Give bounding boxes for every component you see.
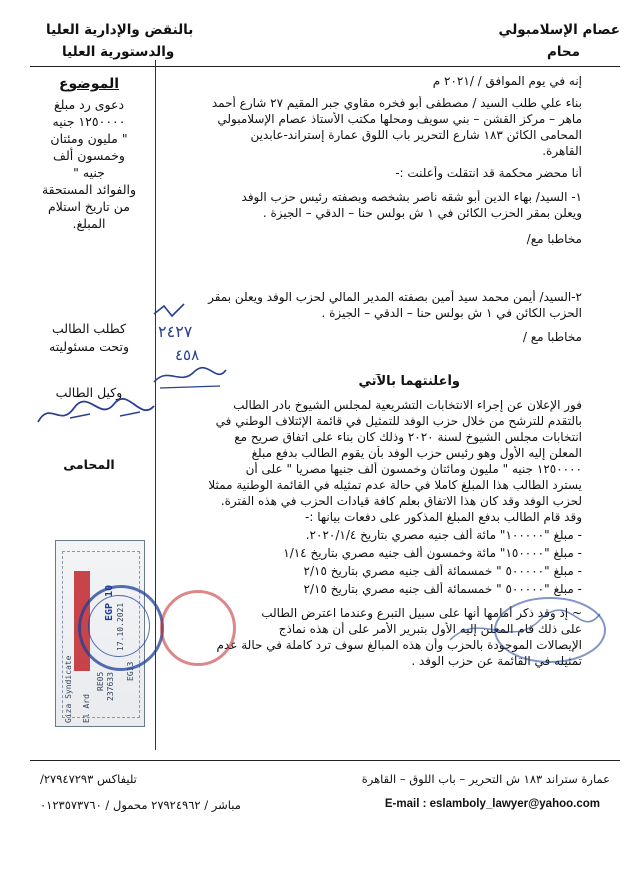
subject-line: ١٢٥٠٠٠٠ جنيه [52,114,126,129]
handwritten-number: ٢٤٢٧ [158,322,193,341]
subject-heading: الموضوع [58,76,120,92]
round-seal-inner [88,595,150,657]
body-line: انتخابات مجلس الشيوخ لسنة ٢٠٢٠ وذلك كان بناء على اتفاق صريح مع [234,430,582,444]
stamp-amount: 10 EGP [104,584,115,621]
body-line: تمثيله في القائمة عن حزب الوفد . [411,654,582,668]
body-heading: وأعلنتهما بالآتي [358,374,460,389]
payment-line: - مبلغ "٥٠٠٠٠٠ " خمسمائة ألف جنيه مصري بتاريخ ٢/١٥ [303,582,582,596]
footer-fax: تليفاكس ٢٧٩٤٧٢٩٣/ [40,772,137,786]
footer-divider [30,760,620,761]
stamp-code: 237633 [106,672,115,701]
footer-address: عمارة ستراند ١٨٣ ش التحرير – باب اللوق – القاهرة [361,772,610,786]
body-line: المحامى الكائن ١٨٣ شارع التحرير باب اللوق عمارة إستراند-عابدين [250,128,582,142]
subject-line: وخمسون ألف [53,148,125,163]
petitioner-note: وتحت مسئوليته [49,339,129,354]
body-line: ٢-السيد/ أيمن محمد سيد أمين بصفته المدير المالي لحزب الوفد ويعلن بمقر [208,290,582,304]
body-line: ١٢٥٠٠٠٠ جنيه " مليون ومائتان وخمسون ألف جنيها مصريا " على أن [245,462,582,476]
subject-line: والفوائد المستحقة [41,182,137,197]
body-line: الإيصالات الموجودة بالحزب وأن هذه المبالغ سوف ترد كاملة في حالة عدم [216,638,582,652]
subject-line: من تاريخ استلام [48,199,130,214]
handwritten-check [150,300,190,322]
lawyer-name: عصام الإسلامبولي [498,22,620,38]
header-divider [30,66,620,67]
body-line: فور الإعلان عن إجراء الانتخابات التشريعية لمجلس الشيوخ بادر الطالب [233,398,582,412]
body-line: الحزب الكائن في ١ ش بولس حنا – الدقي – الجيزة . [321,306,582,320]
subject-line: جنيه " [73,165,105,180]
petitioner-note: كطلب الطالب [51,321,127,336]
body-line: إنه في يوم الموافق / /٢٠٢١ م [432,74,582,88]
subject-line: " مليون ومئتان [50,131,128,146]
body-line: يسترد الطالب هذا المبلغ كاملا في حالة عدم تمثيله في القائمة الوطنية ممثلا [208,478,582,492]
body-line: على ذلك قام المعلن إليه الأول بتبرير الأمر على أن هذه نماذج [278,622,582,636]
subject-line: دعوى رد مبلغ [53,97,125,112]
lawyer-label: المحامى [63,457,115,472]
body-line: بالتقدم للترشح من خلال حزب الوفد للتمثيل في قائمة الإئتلاف الوطني في [215,414,582,428]
handwritten-number: ٤٥٨ [175,346,200,364]
subject-line: المبلغ. [72,216,106,231]
body-line: ١- السيد/ بهاء الدين أبو شقه ناصر بشخصه وبصفته رئيس حزب الوفد [241,190,582,204]
payment-line: - مبلغ "١٥٠٠٠٠" مائة وخمسون ألف جنيه مصري بتاريخ ١/١٤ [283,546,582,560]
court-line-2: والدستورية العليا [62,44,175,60]
body-line: بناء علي طلب السيد / مصطفى أبو فخره مقاوي جبر المقيم ٢٧ شارع أحمد [211,96,582,110]
payment-line: - مبلغ "١٠٠٠٠٠" مائة ألف جنيه مصري بتاريخ ٢٠٢٠/١/٤. [305,528,582,542]
stamp-label: Giza Syndicate [64,655,73,723]
lawyer-title: محام [546,44,580,60]
body-line: القاهرة. [542,144,582,158]
round-seal-red [160,590,236,666]
body-line: مخاطبا مع / [522,330,582,344]
body-line: أنا محضر محكمة قد انتقلت وأعلنت :- [395,166,582,180]
body-line: المعلن إليه الأول وهو رئيس حزب الوفد بأن يقوم الطالب بدفع مبلغ [251,446,582,460]
agent-label: وكيل الطالب [55,385,123,400]
body-line: ~ إذ وقد ذكر أمامها أنها على سبيل التبرع وعندما اعترض الطالب [261,606,582,620]
footer-email: E-mail : eslamboly_lawyer@yahoo.com [384,798,600,810]
handwritten-scribble [150,360,230,390]
stamp-code: EG13 [126,661,135,681]
body-line: ويعلن بمقر الحزب الكائن في ١ ش بولس حنا – الدقي – الجيزة . [262,206,582,220]
seal-overlay-scribble [430,590,610,670]
stamp-code: RE05 [96,671,105,691]
stamp-date: 17.10.2021 [116,602,125,651]
footer-phones: مباشر / ٢٧٩٢٤٩٦٢ محمول / ٠١٢٣٥٧٣٧٦٠ [40,798,241,812]
court-line-1: بالنقض والإدارية العليا [46,22,194,38]
payment-line: - مبلغ "٥٠٠٠٠٠ " خمسمائة ألف جنيه مصري بتاريخ ٢/١٥ [303,564,582,578]
body-line: وقد قام الطالب بدفع المبلغ المذكور على دفعات بيانها :- [305,510,582,524]
body-line: لحزب الوفد وقد كان هذا الاتفاق بعلم كافة قيادات الحزب في هذه الفترة. [220,494,582,508]
stamp-sublabel: El Ard [82,694,91,723]
body-line: ماهر – مركز القشن – بني سويف ومحلها مكتب الأستاذ عصام الإسلامبولي [217,112,582,126]
body-line: مخاطبا مع/ [526,232,582,246]
